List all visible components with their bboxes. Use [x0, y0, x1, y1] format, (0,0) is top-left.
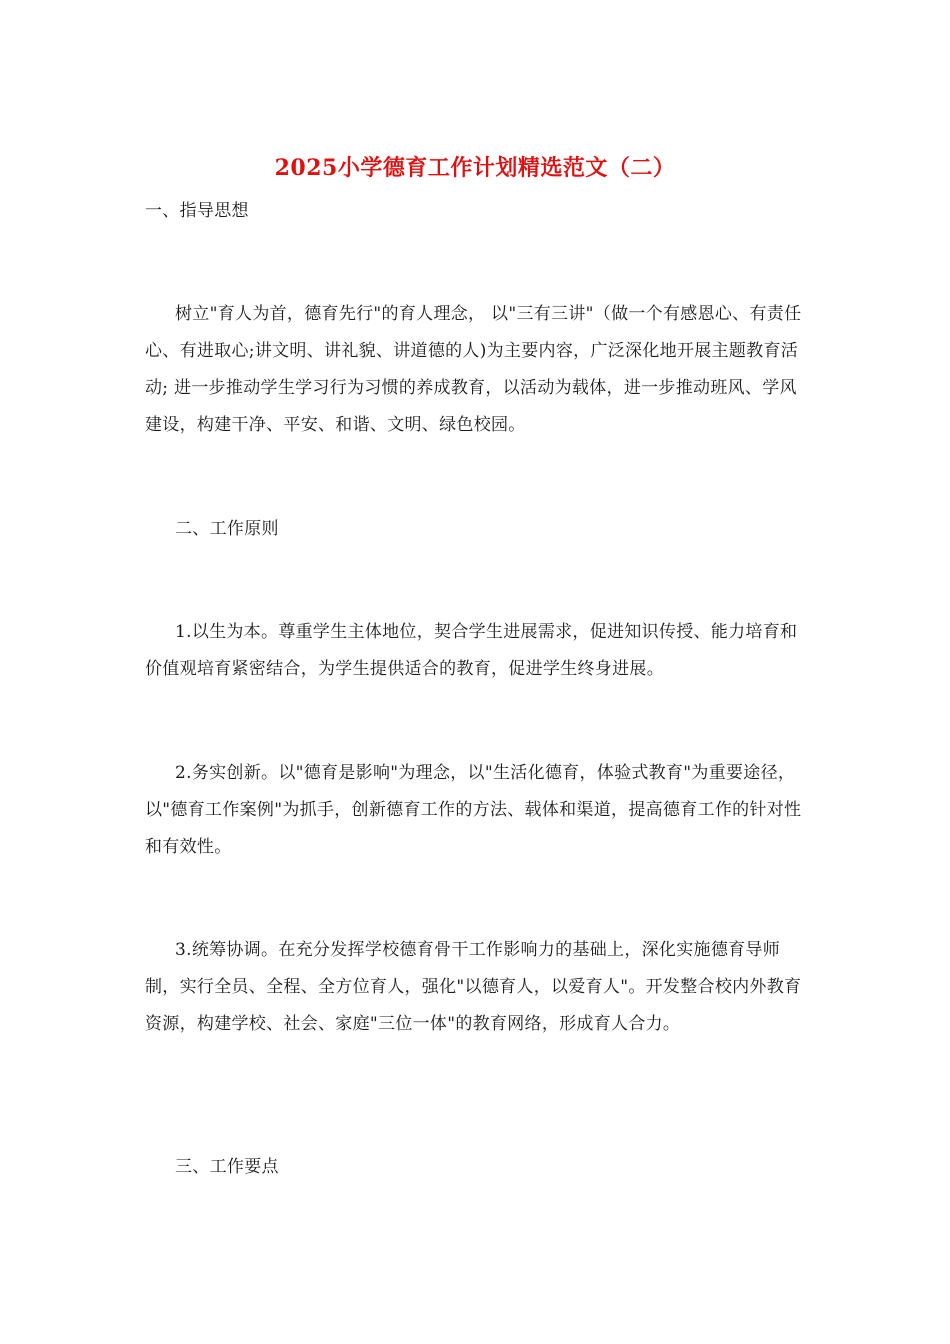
- paragraph-guiding-ideology: 树立"育人为首，德育先行"的育人理念， 以"三有三讲"（做一个有感恩心、有责任心、有进取心;讲文明、讲礼貌、讲道德的人)为主要内容，广泛深化地开展主题教育活动; 进一步推动学生学习行为习惯的养成教育，以活动为载体，进一步推动班风、学风建设，构建干净、平安、和谐、文明、绿色校园。: [145, 304, 802, 435]
- section-heading-guiding-ideology: 一、指导思想: [145, 201, 249, 221]
- paragraph-principle-2: 2.务实创新。以"德育是影响"为理念，以"生活化德育，体验式教育"为重要途径，以"德育工作案例"为抓手，创新德育工作的方法、载体和渠道，提高德育工作的针对性和有效性。: [145, 763, 802, 857]
- section-heading-work-points: 三、工作要点: [175, 1157, 279, 1177]
- paragraph-principle-1: 1.以生为本。尊重学生主体地位，契合学生进展需求，促进知识传授、能力培育和价值观培育紧密结合，为学生提供适合的教育，促进学生终身进展。: [145, 622, 798, 679]
- paragraph-principle-3: 3.统筹协调。在充分发挥学校德育骨干工作影响力的基础上，深化实施德育导师制，实行全员、全程、全方位育人，强化"以德育人，以爱育人"。开发整合校内外教育资源，构建学校、社会、家庭"三位一体"的教育网络，形成育人合力。: [145, 940, 802, 1034]
- section-heading-work-principles: 二、工作原则: [175, 519, 279, 539]
- document-title: 2025小学德育工作计划精选范文（二）: [274, 155, 676, 181]
